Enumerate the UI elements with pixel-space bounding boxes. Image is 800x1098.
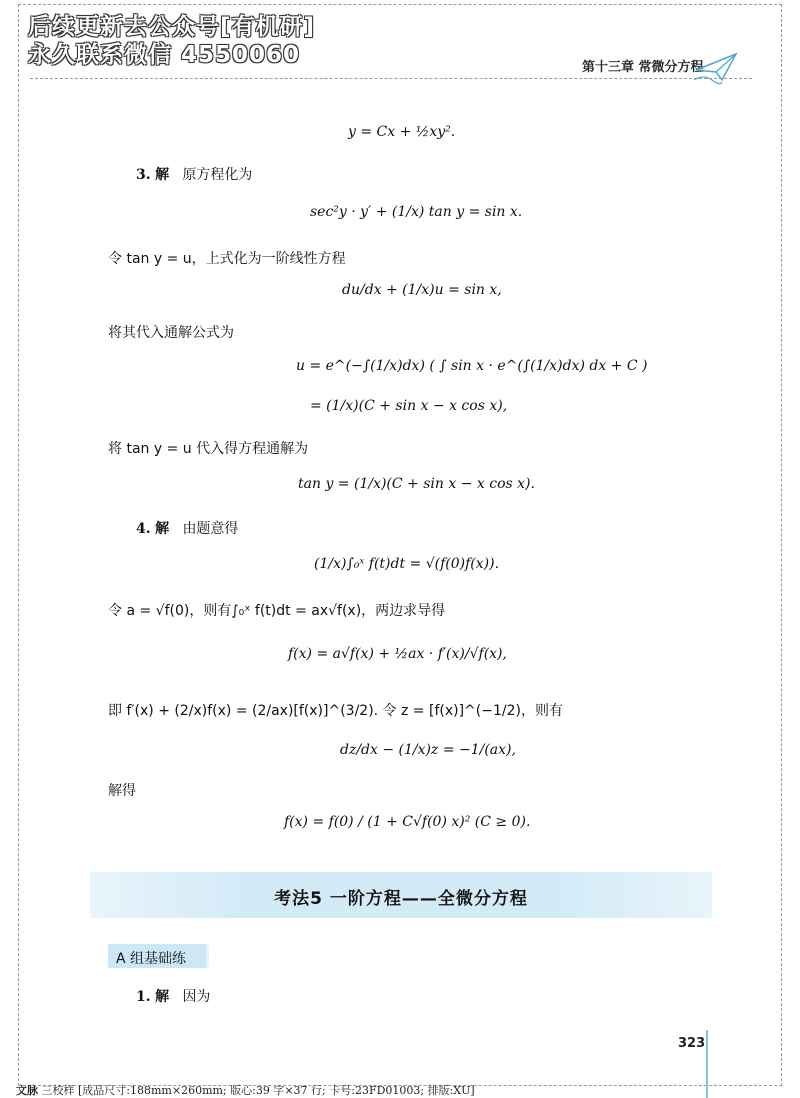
watermark-line-1: 后续更新去公众号[有机研]: [28, 14, 316, 40]
problem-3-text: 原方程化为: [182, 167, 253, 183]
problem-3-heading: [136, 164, 252, 184]
equation-final: f(x) = f(0) / (1 + C√f(0) x)² (C ≥ 0).: [284, 814, 531, 830]
footer-info: 三校样 [成品尺寸:188mm×260mm; 版心:39 字×37 行; 卡号:23FD01003; 排版:XU]: [41, 1084, 475, 1097]
problem-4-text: 由题意得: [182, 521, 239, 537]
problem-1-number: 1.: [136, 989, 151, 1005]
problem-4-number: 4.: [136, 521, 151, 537]
equation-fx: f(x) = a√f(x) + ½ax · f′(x)/√f(x),: [288, 646, 507, 662]
section-title: 考法5 一阶方程——全微分方程: [274, 889, 528, 909]
equation-dz: dz/dx − (1/x)z = −1/(ax),: [340, 742, 516, 758]
equation-tan: tan y = (1/x)(C + sin x − x cos x).: [298, 476, 535, 492]
section-banner: [90, 872, 712, 918]
line-substitute: 将其代入通解公式为: [108, 325, 234, 341]
equation-y: y = Cx + ½xy².: [348, 124, 456, 140]
group-tag-label: A 组基础练: [116, 951, 187, 967]
line-solve: 解得: [108, 783, 136, 799]
equation-u-1: u = e^(−∫(1/x)dx) ( ∫ sin x · e^(∫(1/x)dx) dx + C ): [296, 358, 648, 374]
line-back-substitute: 将 tan y = u 代入得方程通解为: [108, 441, 309, 457]
paper-plane-icon: [692, 50, 740, 86]
problem-1-text: 因为: [182, 989, 211, 1005]
problem-4-heading: [136, 518, 238, 538]
group-tag: [108, 944, 206, 968]
problem-4-label: 解: [155, 521, 170, 537]
equation-integral: (1/x)∫₀ˣ f(t)dt = √(f(0)f(x)).: [314, 556, 500, 572]
line-let-tan: 令 tan y = u，上式化为一阶线性方程: [108, 251, 346, 267]
equation-u-2: = (1/x)(C + sin x − x cos x),: [310, 398, 508, 414]
problem-1-label: 解: [155, 989, 170, 1005]
problem-3-number: 3.: [136, 167, 151, 183]
side-rule: [706, 1030, 708, 1098]
footer-brand: 文脉: [16, 1084, 38, 1097]
line-ji: 即 f′(x) + (2/x)f(x) = (2/ax)[f(x)]^(3/2). 令 z = [f(x)]^(−1/2)，则有: [108, 703, 563, 719]
header-rule: [30, 78, 752, 80]
page-border: [18, 4, 782, 1086]
page-number: 323: [678, 1036, 706, 1051]
problem-3-label: 解: [155, 167, 170, 183]
watermark-line-2: 永久联系微信 4550060: [28, 42, 301, 68]
line-let-a: 令 a = √f(0)，则有∫₀ˣ f(t)dt = ax√f(x)，两边求导得: [108, 603, 446, 619]
equation-du: du/dx + (1/x)u = sin x,: [342, 282, 502, 298]
problem-1-heading: [136, 986, 210, 1006]
equation-sec: sec²y · y′ + (1/x) tan y = sin x.: [310, 204, 523, 220]
print-footer: [16, 1082, 475, 1098]
chapter-title: 第十三章 常微分方程: [582, 60, 704, 75]
